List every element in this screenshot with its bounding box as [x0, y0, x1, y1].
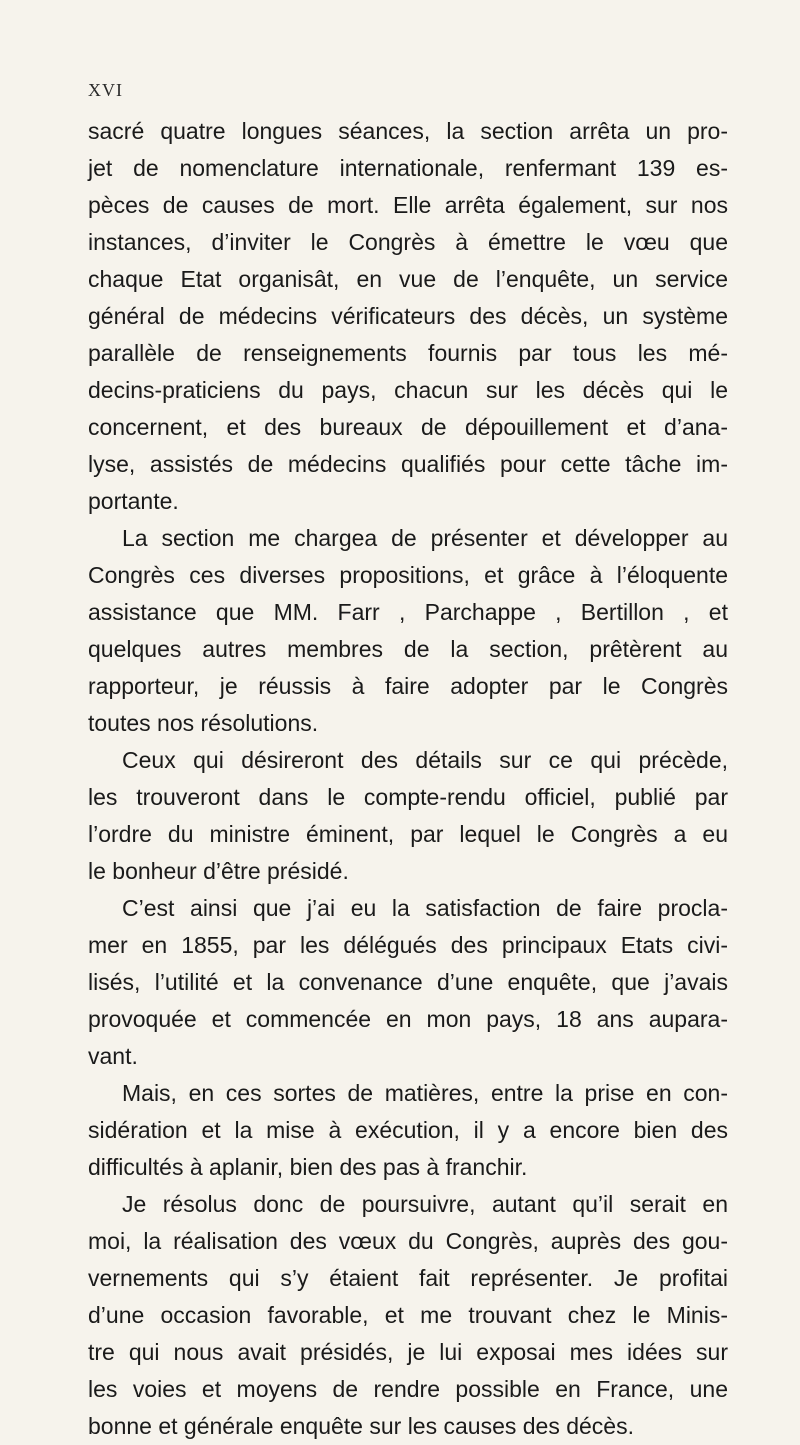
text-line: provoquée et commencée en mon pays, 18 ans aupara-	[88, 1006, 728, 1032]
text-line: bonne et générale enquête sur les causes des décès.	[88, 1413, 634, 1439]
text-line: Je résolus donc de poursuivre, autant qu’il serait en	[122, 1191, 728, 1217]
text-line: rapporteur, je réussis à faire adopter par le Congrès	[88, 673, 728, 699]
text-line: général de médecins vérificateurs des décès, un système	[88, 303, 728, 329]
text-line: quelques autres membres de la section, prêtèrent au	[88, 636, 728, 662]
text-line: lisés, l’utilité et la convenance d’une enquête, que j’avais	[88, 969, 728, 995]
text-line: pèces de causes de mort. Elle arrêta également, sur nos	[88, 192, 728, 218]
text-line: mer en 1855, par les délégués des principaux Etats civi-	[88, 932, 728, 958]
text-line: tre qui nous avait présidés, je lui exposai mes idées sur	[88, 1339, 728, 1365]
text-line: La section me chargea de présenter et développer au	[122, 525, 728, 551]
text-line: concernent, et des bureaux de dépouillement et d’ana-	[88, 414, 728, 440]
text-line: parallèle de renseignements fournis par tous les mé-	[88, 340, 728, 366]
text-line: Mais, en ces sortes de matières, entre la prise en con-	[122, 1080, 728, 1106]
text-line: d’une occasion favorable, et me trouvant chez le Minis-	[88, 1302, 728, 1328]
text-line: les trouveront dans le compte-rendu officiel, publié par	[88, 784, 728, 810]
text-line: le bonheur d’être présidé.	[88, 858, 349, 884]
text-line: instances, d’inviter le Congrès à émettre le vœu que	[88, 229, 728, 255]
text-line: difficultés à aplanir, bien des pas à franchir.	[88, 1154, 528, 1180]
page-number: XVI	[88, 80, 123, 100]
text-line: assistance que MM. Farr , Parchappe , Bertillon , et	[88, 599, 728, 625]
text-line: chaque Etat organisât, en vue de l’enquête, un service	[88, 266, 728, 292]
text-line: l’ordre du ministre éminent, par lequel le Congrès a eu	[88, 821, 728, 847]
text-line: sidération et la mise à exécution, il y a encore bien des	[88, 1117, 728, 1143]
text-line: toutes nos résolutions.	[88, 710, 319, 736]
text-line: sacré quatre longues séances, la section arrêta un pro-	[88, 118, 728, 144]
text-line: Congrès ces diverses propositions, et grâce à l’éloquente	[88, 562, 728, 588]
text-line: decins-praticiens du pays, chacun sur les décès qui le	[88, 377, 728, 403]
text-line: C’est ainsi que j’ai eu la satisfaction de faire procla-	[122, 895, 728, 921]
text-line: vant.	[88, 1043, 138, 1069]
body-text	[88, 113, 728, 1445]
text-line: moi, la réalisation des vœux du Congrès, auprès des gou-	[88, 1228, 728, 1254]
text-line: lyse, assistés de médecins qualifiés pour cette tâche im-	[88, 451, 728, 477]
text-line: jet de nomenclature internationale, renfermant 139 es-	[88, 155, 728, 181]
text-line: Ceux qui désireront des détails sur ce qui précède,	[122, 747, 728, 773]
text-line: portante.	[88, 488, 179, 514]
text-line: les voies et moyens de rendre possible en France, une	[88, 1376, 728, 1402]
text-line: vernements qui s’y étaient fait représenter. Je profitai	[88, 1265, 728, 1291]
